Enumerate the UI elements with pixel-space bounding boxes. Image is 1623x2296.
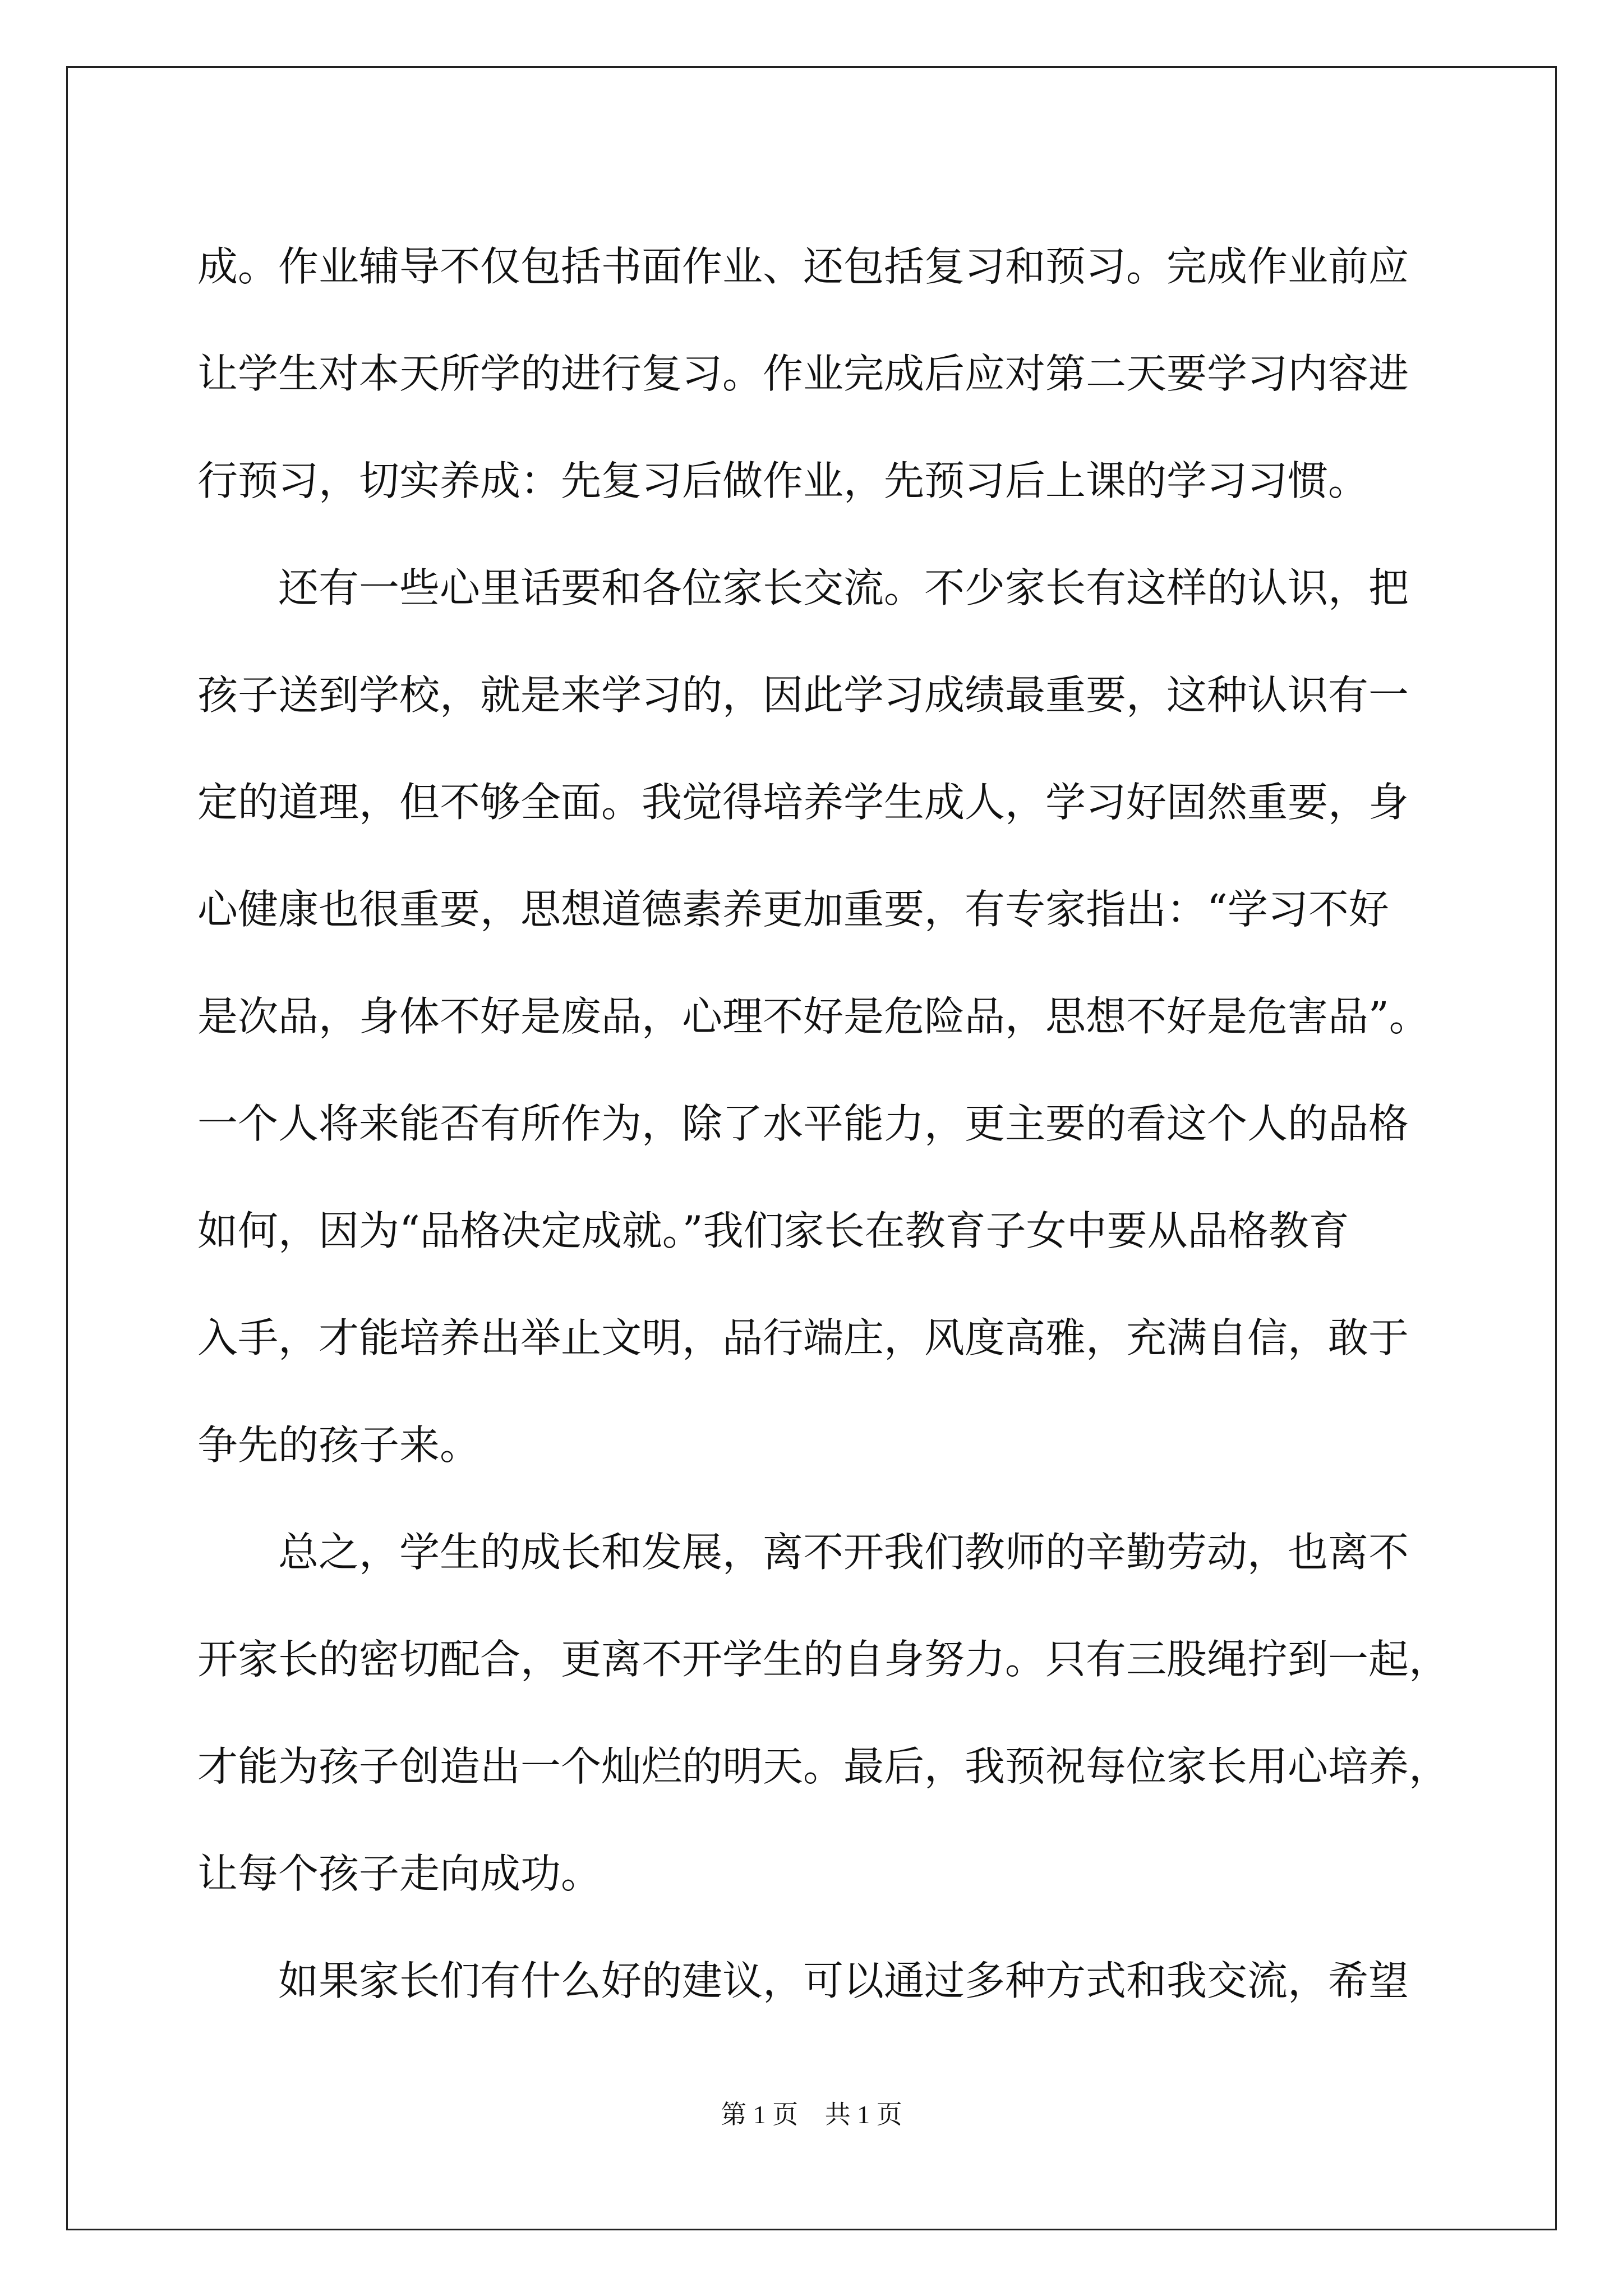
text-line: 让每个孩子走向成功。	[197, 1850, 602, 1897]
text-line: 争先的孩子来。	[197, 1421, 481, 1469]
text-line: 入手，才能培养出举止文明，品行端庄，风度高雅，充满自信，敢于	[197, 1314, 1409, 1361]
text-line: 开家长的密切配合，更离不开学生的自身努力。只有三股绳拧到一起，	[197, 1636, 1450, 1683]
text-line: 心健康也很重要，思想道德素养更加重要，有专家指出：“学习不好	[197, 886, 1389, 933]
page-total: 共 1 页	[824, 2100, 902, 2129]
text-line: 总之，学生的成长和发展，离不开我们教师的辛勤劳动，也离不	[278, 1529, 1409, 1576]
text-line: 成。作业辅导不仅包括书面作业、还包括复习和预习。完成作业前应	[197, 243, 1409, 290]
text-line: 如果家长们有什么好的建议，可以通过多种方式和我交流，希望	[278, 1957, 1409, 2004]
text-line: 一个人将来能否有所作为，除了水平能力，更主要的看这个人的品格	[197, 1100, 1409, 1147]
page-number: 第 1 页	[721, 2100, 799, 2129]
text-line: 定的道理，但不够全面。我觉得培养学生成人，学习好固然重要，身	[197, 779, 1409, 826]
text-line: 让学生对本天所学的进行复习。作业完成后应对第二天要学习内容进	[197, 350, 1409, 397]
text-line: 孩子送到学校，就是来学习的，因此学习成绩最重要，这种认识有一	[197, 671, 1409, 719]
text-line: 还有一些心里话要和各位家长交流。不少家长有这样的认识，把	[278, 564, 1409, 611]
text-line: 才能为孩子创造出一个灿烂的明天。最后，我预祝每位家长用心培养，	[197, 1743, 1450, 1790]
text-line: 行预习，切实养成：先复习后做作业，先预习后上课的学习习惯。	[197, 457, 1369, 504]
page-footer	[0, 2098, 1623, 2132]
text-line: 是次品，身体不好是废品，心理不好是危险品，思想不好是危害品”。	[197, 993, 1430, 1040]
document-body	[197, 213, 1450, 2035]
text-line: 如何，因为“品格决定成就。”我们家长在教育子女中要从品格教育	[197, 1207, 1349, 1254]
